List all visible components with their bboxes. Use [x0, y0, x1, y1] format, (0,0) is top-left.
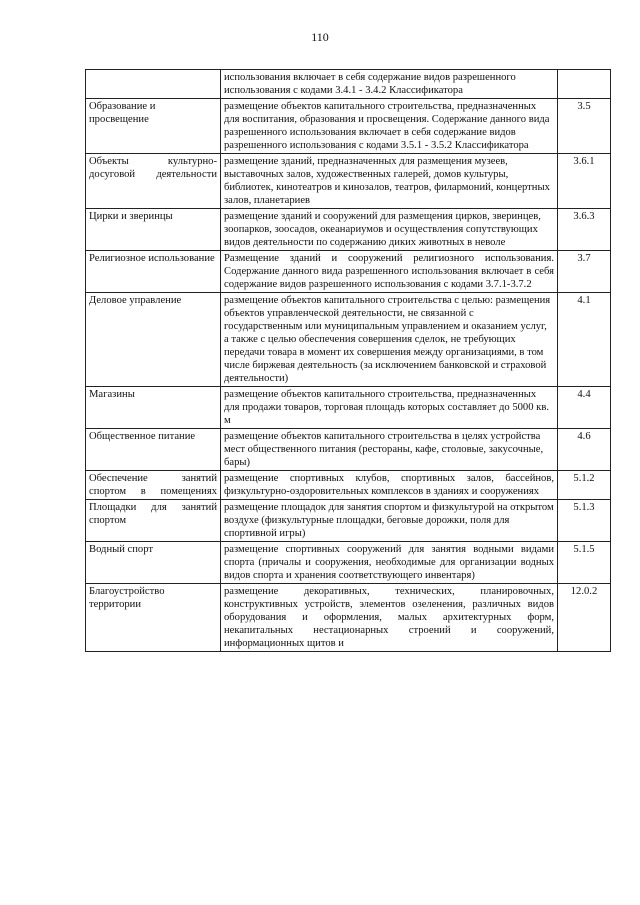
land-use-table — [85, 69, 611, 652]
table-row — [86, 99, 611, 154]
use-name: Образование и просвещение — [86, 99, 221, 154]
use-code: 5.1.3 — [558, 500, 611, 542]
use-code: 3.6.3 — [558, 209, 611, 251]
use-name: Площадки для занятий спортом — [86, 500, 221, 542]
table-row — [86, 584, 611, 652]
use-description: размещение зданий и сооружений для размещения цирков, зверинцев, зоопарков, зоосадов, океанариумов и осуществления сопутствующих видов деятельности по содержанию диких животных в неволе — [221, 209, 558, 251]
use-name: Деловое управление — [86, 293, 221, 387]
table-row — [86, 70, 611, 99]
table-row — [86, 293, 611, 387]
use-description: размещение спортивных клубов, спортивных залов, бассейнов, физкультурно-оздоровительных комплексов в зданиях и сооружениях — [221, 471, 558, 500]
table-row — [86, 154, 611, 209]
use-name: Водный спорт — [86, 542, 221, 584]
use-code: 4.1 — [558, 293, 611, 387]
use-code: 5.1.2 — [558, 471, 611, 500]
use-name: Общественное питание — [86, 429, 221, 471]
use-description: размещение декоративных, технических, планировочных, конструктивных устройств, элементов озеленения, различных видов оборудования и оформления, малых архитектурных форм, некапитальных нестационарных строений и сооружений, информационных щитов и — [221, 584, 558, 652]
use-name: Обеспечение занятий спортом в помещениях — [86, 471, 221, 500]
table-row — [86, 209, 611, 251]
use-description: размещение площадок для занятия спортом и физкультурой на открытом воздухе (физкультурные площадки, беговые дорожки, поля для спортивной игры) — [221, 500, 558, 542]
use-description: размещение объектов капитального строительства в целях устройства мест общественного питания (рестораны, кафе, столовые, закусочные, бары) — [221, 429, 558, 471]
use-name: Объекты культурно-досуговой деятельности — [86, 154, 221, 209]
use-name: Благоустройство территории — [86, 584, 221, 652]
use-code: 3.7 — [558, 251, 611, 293]
use-name: Магазины — [86, 387, 221, 429]
table-row — [86, 500, 611, 542]
use-code: 3.6.1 — [558, 154, 611, 209]
use-code: 12.0.2 — [558, 584, 611, 652]
table-row — [86, 251, 611, 293]
page-number: 110 — [311, 30, 329, 44]
table-row — [86, 542, 611, 584]
use-description: размещение объектов капитального строительства, предназначенных для воспитания, образования и просвещения. Содержание данного вида разрешенного использования включает в себя содержание видов разрешенного использования с кодами 3.5.1 - 3.5.2 Классификатора — [221, 99, 558, 154]
use-name: Религиозное использование — [86, 251, 221, 293]
use-code — [558, 70, 611, 99]
use-name — [86, 70, 221, 99]
use-description: размещение объектов капитального строительства, предназначенных для продажи товаров, торговая площадь которых составляет до 5000 кв. м — [221, 387, 558, 429]
use-code: 5.1.5 — [558, 542, 611, 584]
table-row — [86, 429, 611, 471]
use-code: 4.6 — [558, 429, 611, 471]
use-description: Размещение зданий и сооружений религиозного использования. Содержание данного вида разрешенного использования включает в себя содержание видов разрешенного использования с кодами 3.7.1-3.7.2 — [221, 251, 558, 293]
use-code: 4.4 — [558, 387, 611, 429]
use-description: размещение зданий, предназначенных для размещения музеев, выставочных залов, художественных галерей, домов культуры, библиотек, кинотеатров и кинозалов, театров, филармоний, концертных залов, планетариев — [221, 154, 558, 209]
use-code: 3.5 — [558, 99, 611, 154]
table-row — [86, 471, 611, 500]
use-description: использования включает в себя содержание видов разрешенного использования с кодами 3.4.1 - 3.4.2 Классификатора — [221, 70, 558, 99]
use-description: размещение объектов капитального строительства с целью: размещения объектов управленческой деятельности, не связанной с государственным или муниципальным управлением и оказанием услуг, а также с целью обеспечения совершения сделок, не требующих передачи товара в момент их совершения между организациями, в том числе биржевая деятельность (за исключением банковской и страховой деятельности) — [221, 293, 558, 387]
table-row — [86, 387, 611, 429]
use-description: размещение спортивных сооружений для занятия водными видами спорта (причалы и сооружения, необходимые для организации водных видов спорта и хранения соответствующего инвентаря) — [221, 542, 558, 584]
use-name: Цирки и зверинцы — [86, 209, 221, 251]
